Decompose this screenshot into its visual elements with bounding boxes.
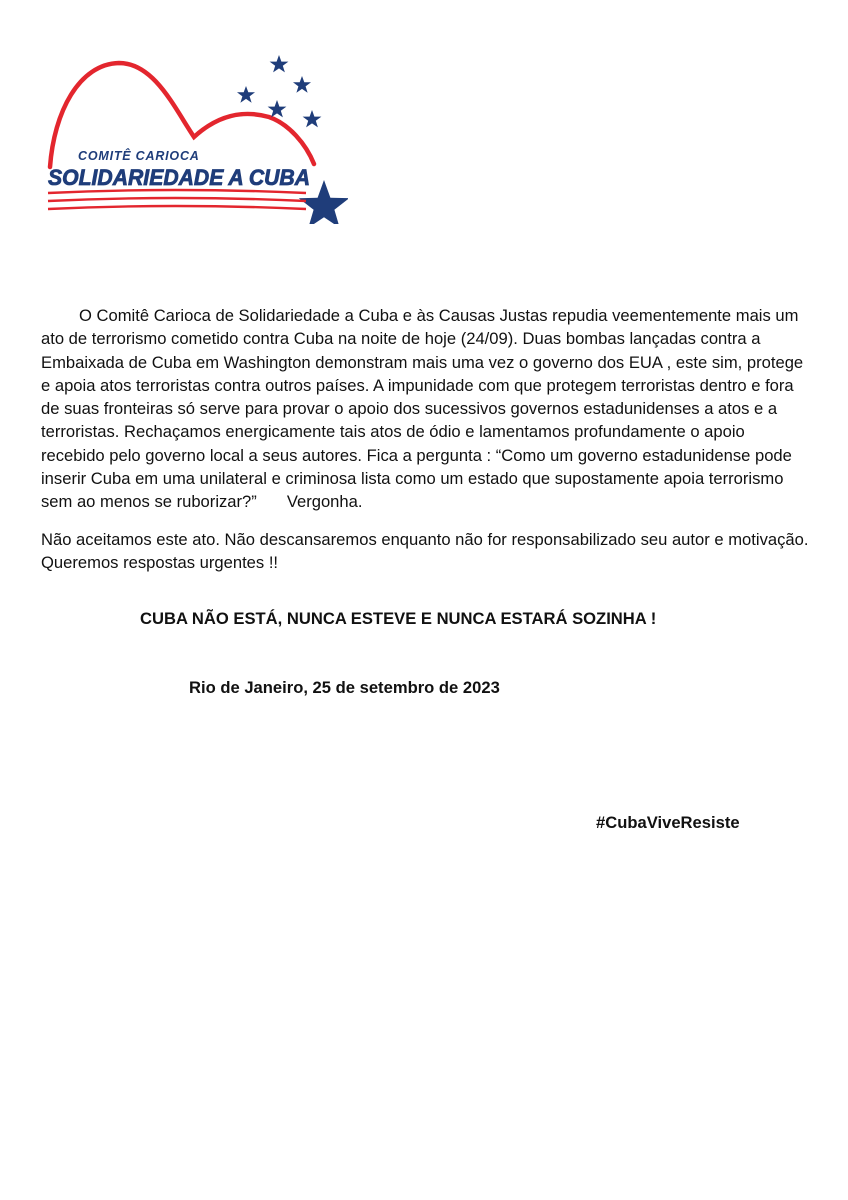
star-icon <box>303 110 322 127</box>
star-icon <box>293 76 311 93</box>
logo-stripe <box>48 206 306 209</box>
star-icon <box>268 100 287 117</box>
logo-stripe <box>48 198 306 201</box>
logo-line2: SOLIDARIEDADE A CUBA <box>48 165 310 190</box>
statement-paragraph-2: Não aceitamos este ato. Não descansaremos enquanto não for responsabilizado seu autor e motivação. Queremos respostas urgentes !! <box>41 529 809 572</box>
organization-logo <box>44 52 348 224</box>
hashtag: #CubaViveResiste <box>596 813 740 832</box>
headline: CUBA NÃO ESTÁ, NUNCA ESTEVE E NUNCA ESTARÁ SOZINHA ! <box>140 609 657 628</box>
statement-paragraph-1 <box>41 304 811 514</box>
logo-stripe <box>48 190 306 193</box>
star-icon <box>270 55 289 72</box>
star-icon <box>237 86 255 103</box>
logo-line1: COMITÊ CARIOCA <box>78 149 200 163</box>
statement-body <box>41 304 811 574</box>
paragraph-1-end: Vergonha. <box>286 492 363 512</box>
paragraph-1-text: O Comitê Carioca de Solidariedade a Cuba e às Causas Justas repudia veementemente mais um ato de terrorismo cometido contra Cuba na noite de hoje (24/09). Duas bombas lançadas contra a Embaixada de Cuba em Washington demonstram mais uma vez o governo dos EUA , este sim, protege e apoia atos terroristas contra outros países. A impunidade com que protegem terroristas dentro e fora de suas fronteiras só serve para provar o apoio dos sucessivos governos estadunidenses a atos e a terroristas. Rechaçamos energicamente tais atos de ódio e lamentamos profundamente o apoio recebido pelo governo local a seus autores. Fica a pergunta : “Como um governo estadunidense pode inserir Cuba em uma unilateral e criminosa lista como um estado que supostamente apoia terrorismo sem ao menos se ruborizar?” <box>41 306 804 512</box>
place-and-date: Rio de Janeiro, 25 de setembro de 2023 <box>189 678 500 697</box>
